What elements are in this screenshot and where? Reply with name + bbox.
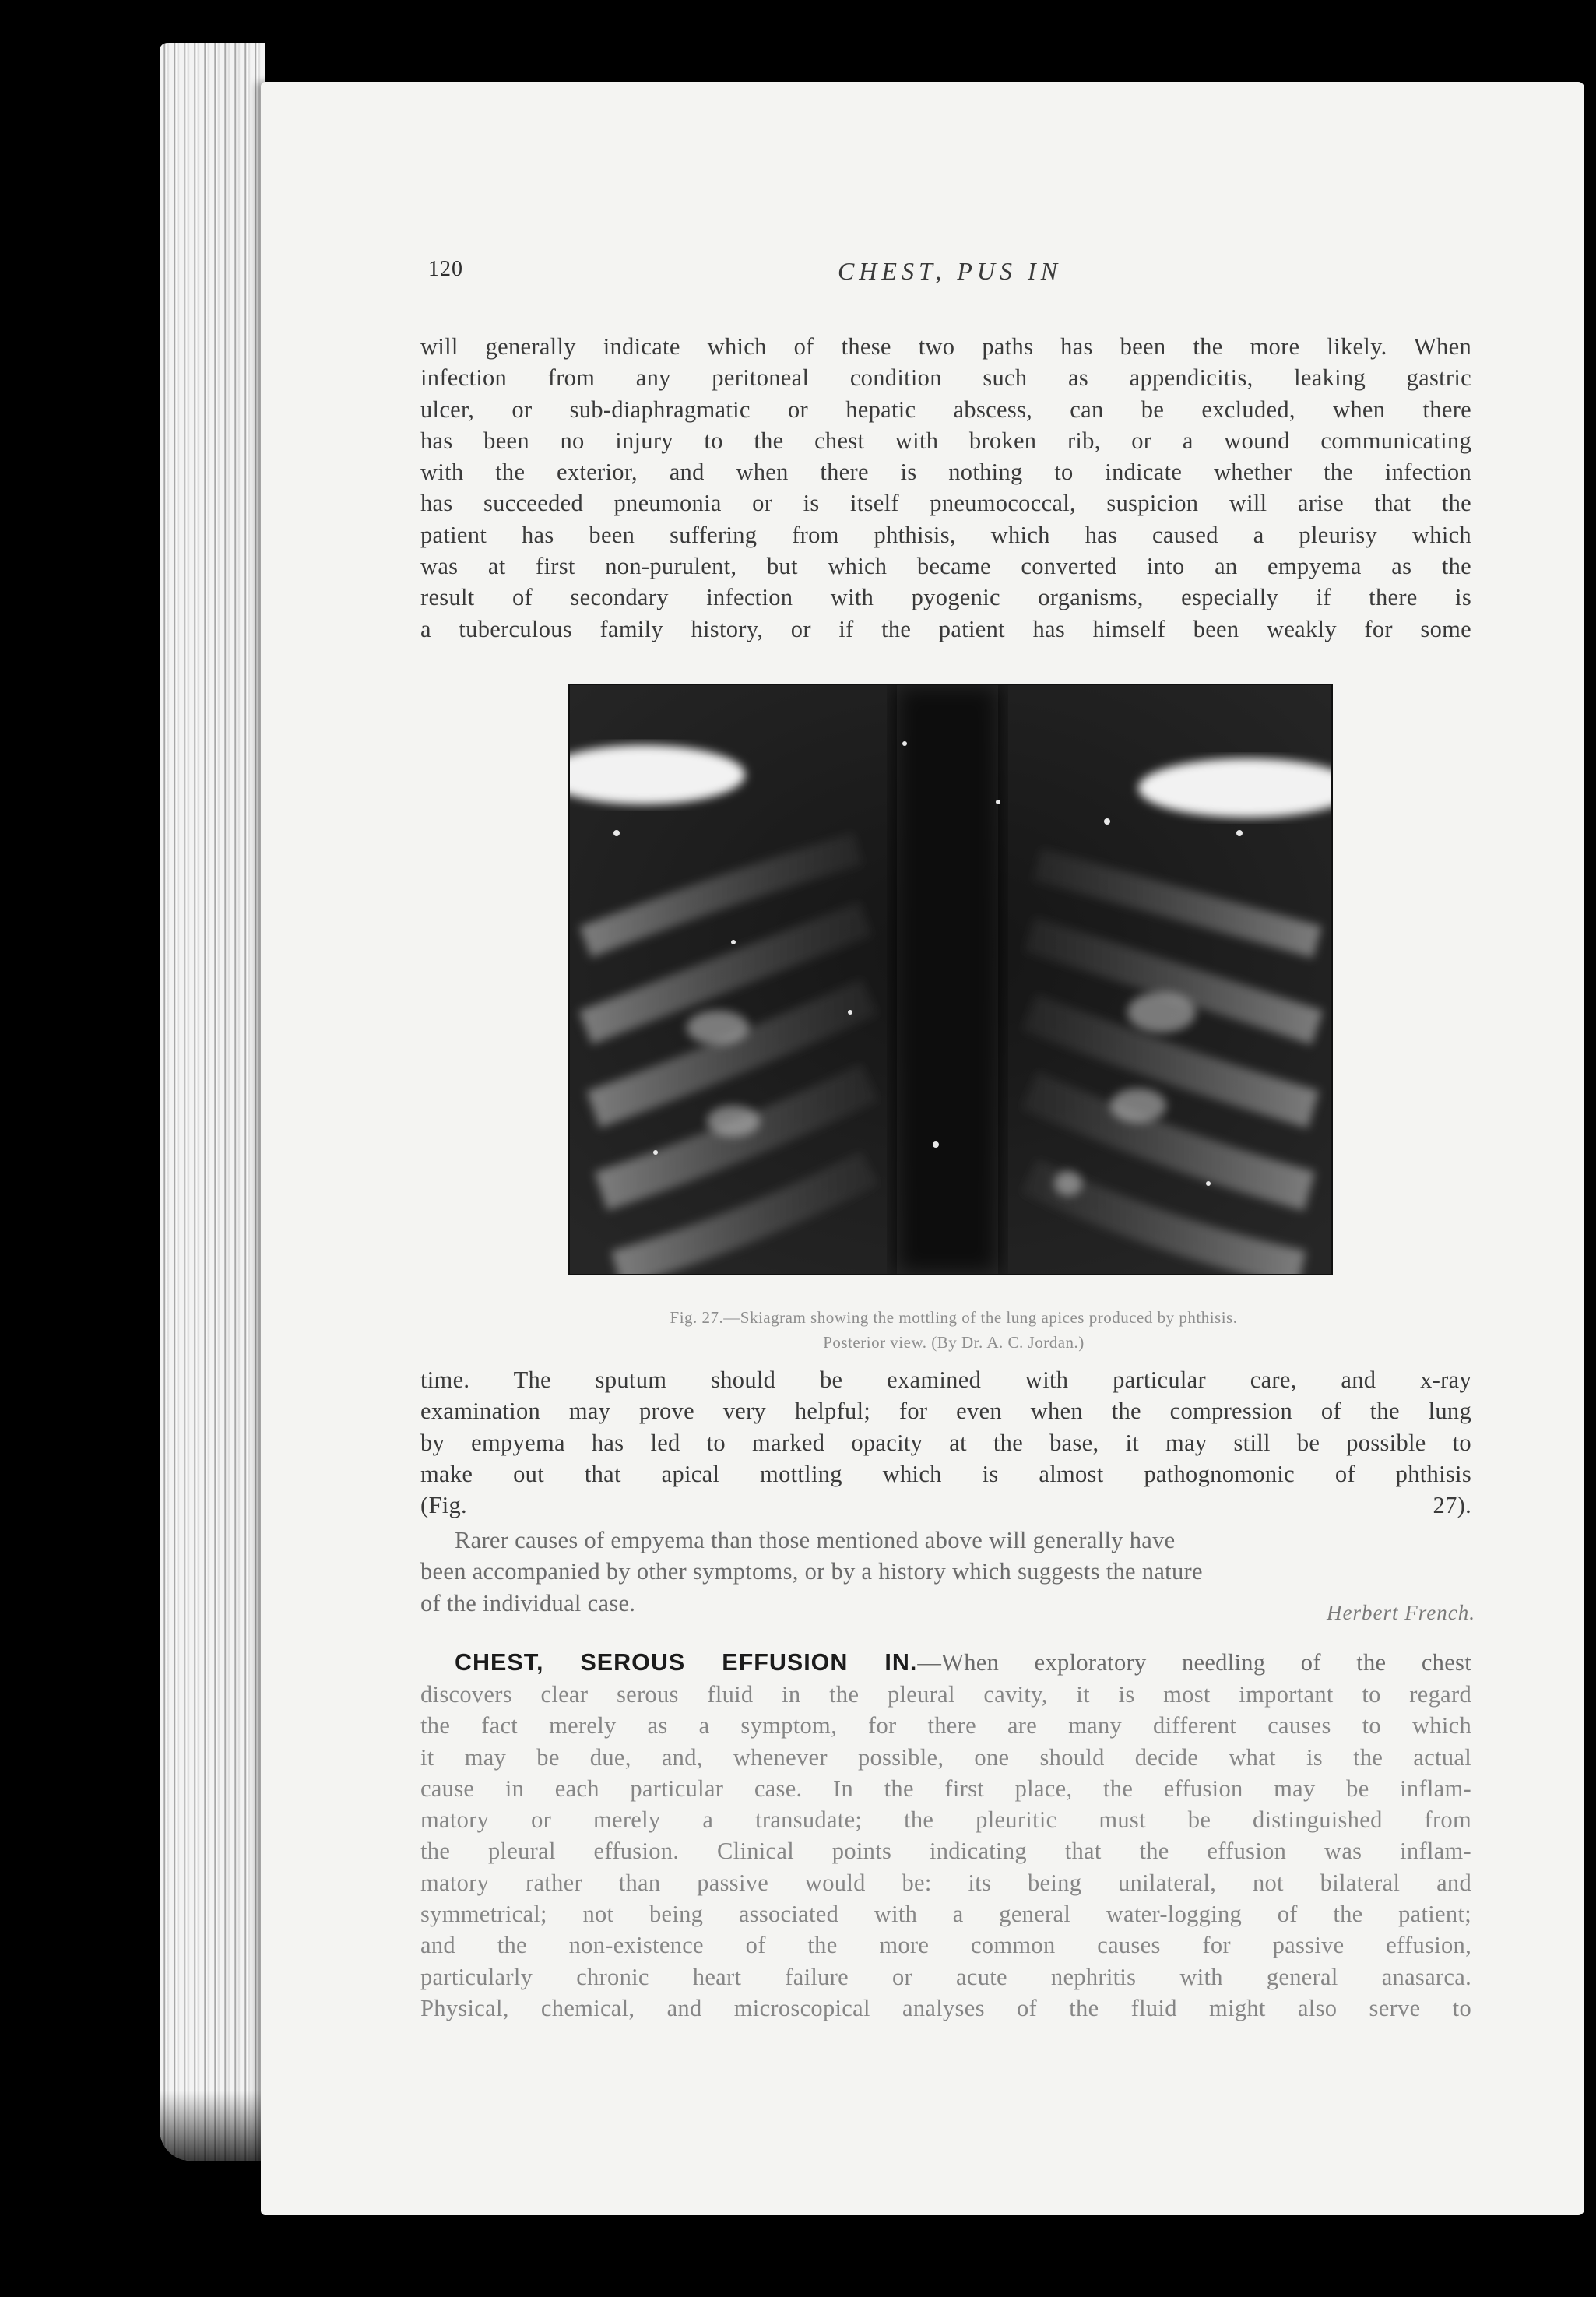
section-heading-line [420,1647,1471,1679]
author-signature: Herbert French. [1327,1601,1475,1624]
paragraph-serous-effusion: discovers clear serous fluid in the pleural cavity, it is most important to regard the fact merely as a symptom, for there are many different causes to which it may be due, and, whenever possible, one should decide what is the actual cause in each particular case. In the first place, the effusion may be inflam- matory or merely a transudate; the pleuritic must be distinguished from the pleural effusion. Clinical points indicating that the effusion was inflam- matory rather than passive would be: its being unilateral, not bilateral and symmetrical; not being associated with a general water-logging of the patient; and the non-existence of the more common causes for passive effusion, particularly chronic heart failure or acute nephritis with general anasarca. Physical, chemical, and microscopical analyses of the fluid might also serve to [420,1681,1471,2021]
running-title: CHEST, PUS IN [837,257,1063,285]
skiagram-image [568,684,1333,1275]
book-page-edges [160,43,265,2161]
section-heading: CHEST, SEROUS EFFUSION IN. [455,1649,918,1676]
figure-caption-line2: Posterior view. (By Dr. A. C. Jordan.) [823,1333,1085,1352]
page-number: 120 [428,257,463,281]
paragraph-rarer-causes: Rarer causes of empyema than those mentioned above will generally have been accompanied by other symptoms, or by a history which suggests the nature of the individual case. [420,1527,1203,1616]
figure-caption-line1: Fig. 27.—Skiagram showing the mottling of the lung apices produced by phthisis. [670,1308,1238,1327]
section-intro: —When exploratory needling of the chest [917,1649,1471,1676]
paragraph-sputum: time. The sputum should be examined with particular care, and x-ray examination may prove very helpful; for even when the compression of the lung by empyema has led to marked opacity at the base, it may still be possible to make out that apical mottling which is almost pathognomonic of phthisis (Fig. 27). [420,1367,1471,1519]
skiagram-chest-xray [570,685,1331,1274]
running-head [428,257,1471,288]
paragraph-continued: will generally indicate which of these two paths has been the more likely. When infection from any peritoneal condition such as appendicitis, leaking gastric ulcer, or sub-diaphragmatic or hepatic abscess, can be excluded, when there has been no injury to the chest with broken rib, or a wound communicating with the exterior, and when there is nothing to indicate whether the infection has succeeded pneumonia or is itself pneumococcal, suspicion will arise that the patient has been suffering from phthisis, which has caused a pleurisy which was at first non-purulent, but which became converted into an empyema as the result of secondary infection with pyogenic organisms, especially if there is a tuberculous family history, or if the patient has himself been weakly for some [420,333,1471,642]
